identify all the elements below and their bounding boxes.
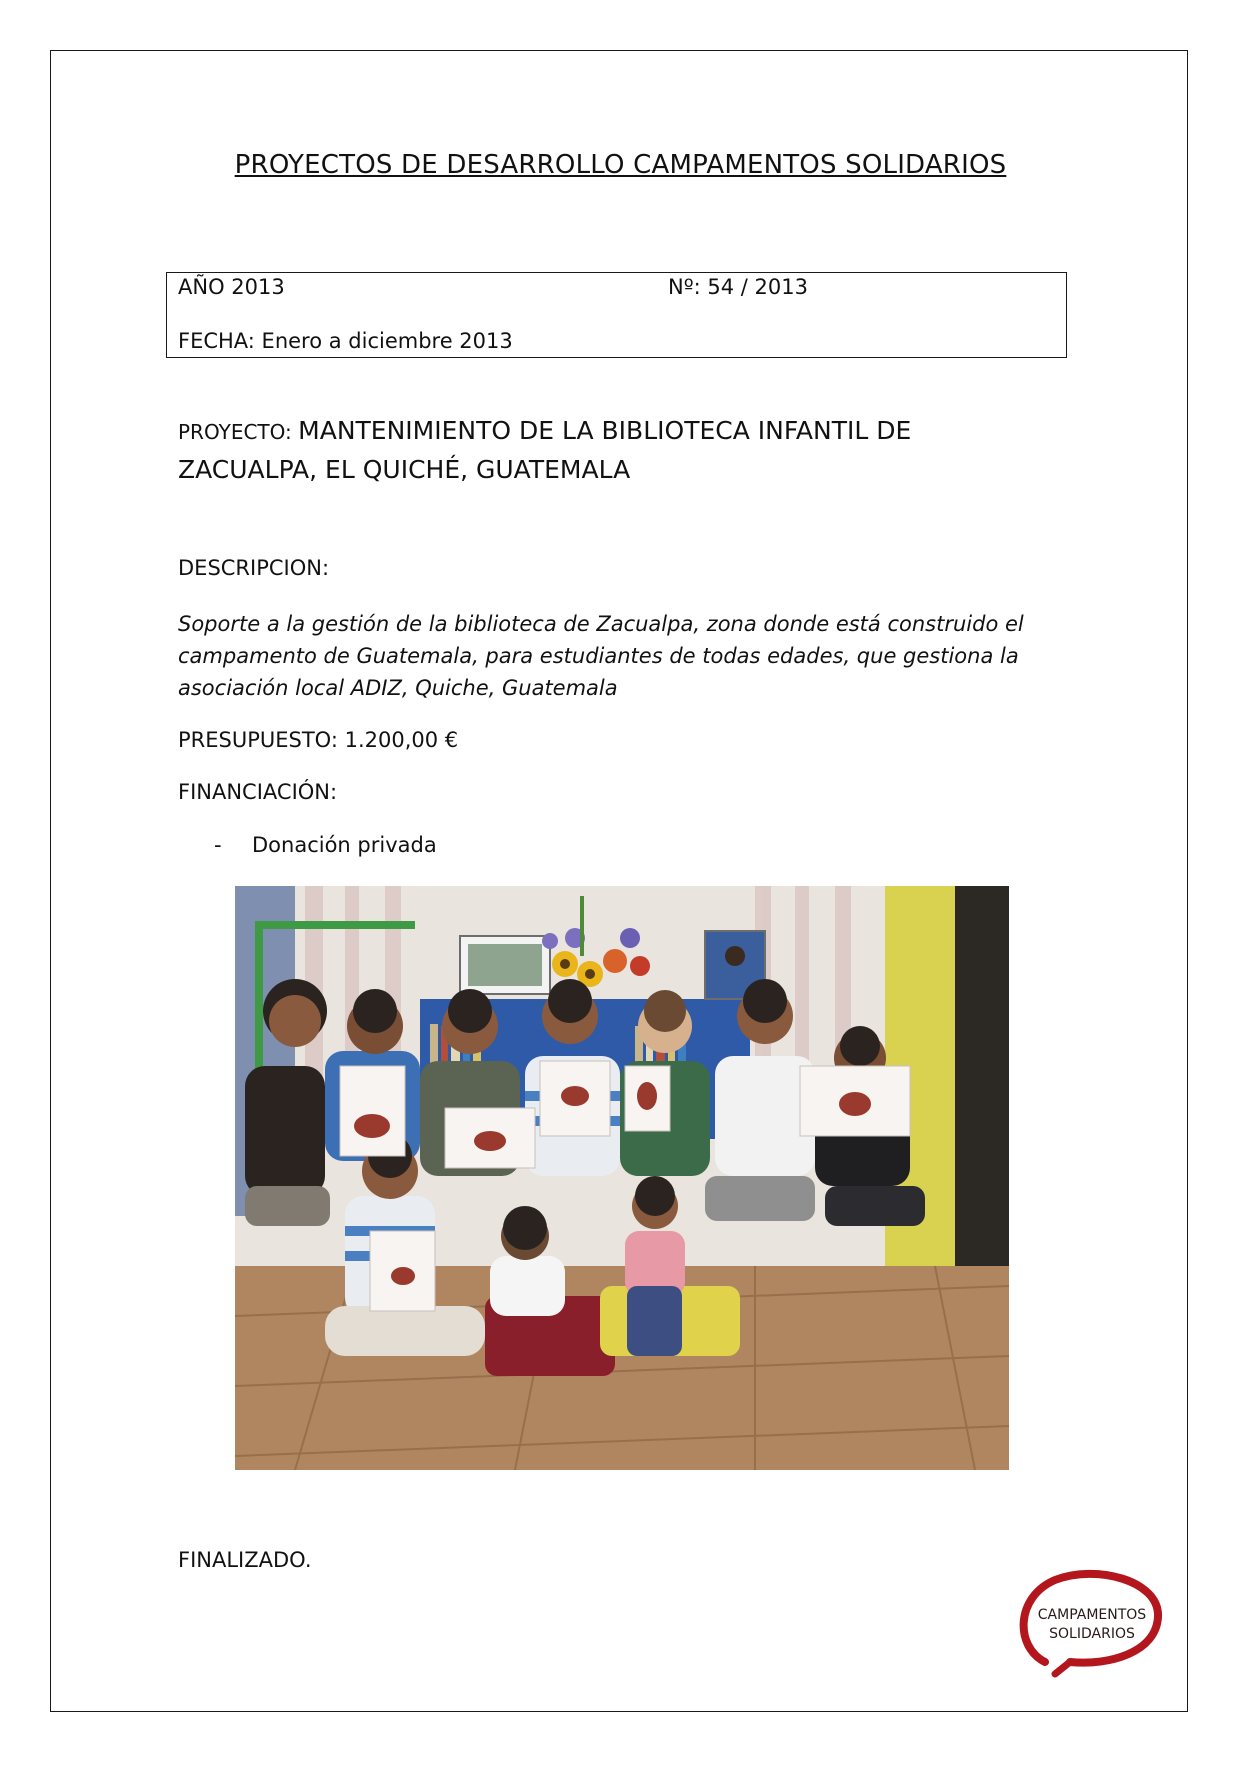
group-photo-illustration	[235, 886, 1009, 1470]
year-field: AÑO 2013	[178, 275, 285, 299]
description-label: DESCRIPCION:	[178, 556, 330, 580]
campamentos-solidarios-logo	[1010, 1562, 1170, 1682]
project-label: PROYECTO:	[178, 420, 299, 444]
document-title: PROYECTOS DE DESARROLLO CAMPAMENTOS SOLIDARIOS	[234, 150, 1007, 180]
description-text: Soporte a la gestión de la biblioteca de Zacualpa, zona donde está construido el campamento de Guatemala, para estudiantes de todas edades, que gestiona la asociación local ADIZ, Quiche, Guatemala	[178, 612, 1024, 700]
group-photo	[235, 886, 1009, 1470]
info-box	[166, 272, 1067, 358]
financing-label: FINANCIACIÓN:	[178, 780, 338, 804]
bullet-dash: -	[214, 833, 222, 857]
project-heading	[178, 413, 1058, 491]
financing-item: Donación privada	[252, 833, 437, 857]
project-name: MANTENIMIENTO DE LA BIBLIOTECA INFANTIL DE ZACUALPA, EL QUICHÉ, GUATEMALA	[178, 416, 912, 484]
date-field: FECHA: Enero a diciembre 2013	[178, 329, 513, 353]
budget-line: PRESUPUESTO: 1.200,00 €	[178, 728, 459, 752]
status-text: FINALIZADO.	[178, 1548, 312, 1572]
svg-text:SOLIDARIOS: SOLIDARIOS	[1049, 1626, 1135, 1642]
svg-text:CAMPAMENTOS: CAMPAMENTOS	[1037, 1607, 1147, 1623]
project-number: Nº: 54 / 2013	[668, 275, 808, 299]
